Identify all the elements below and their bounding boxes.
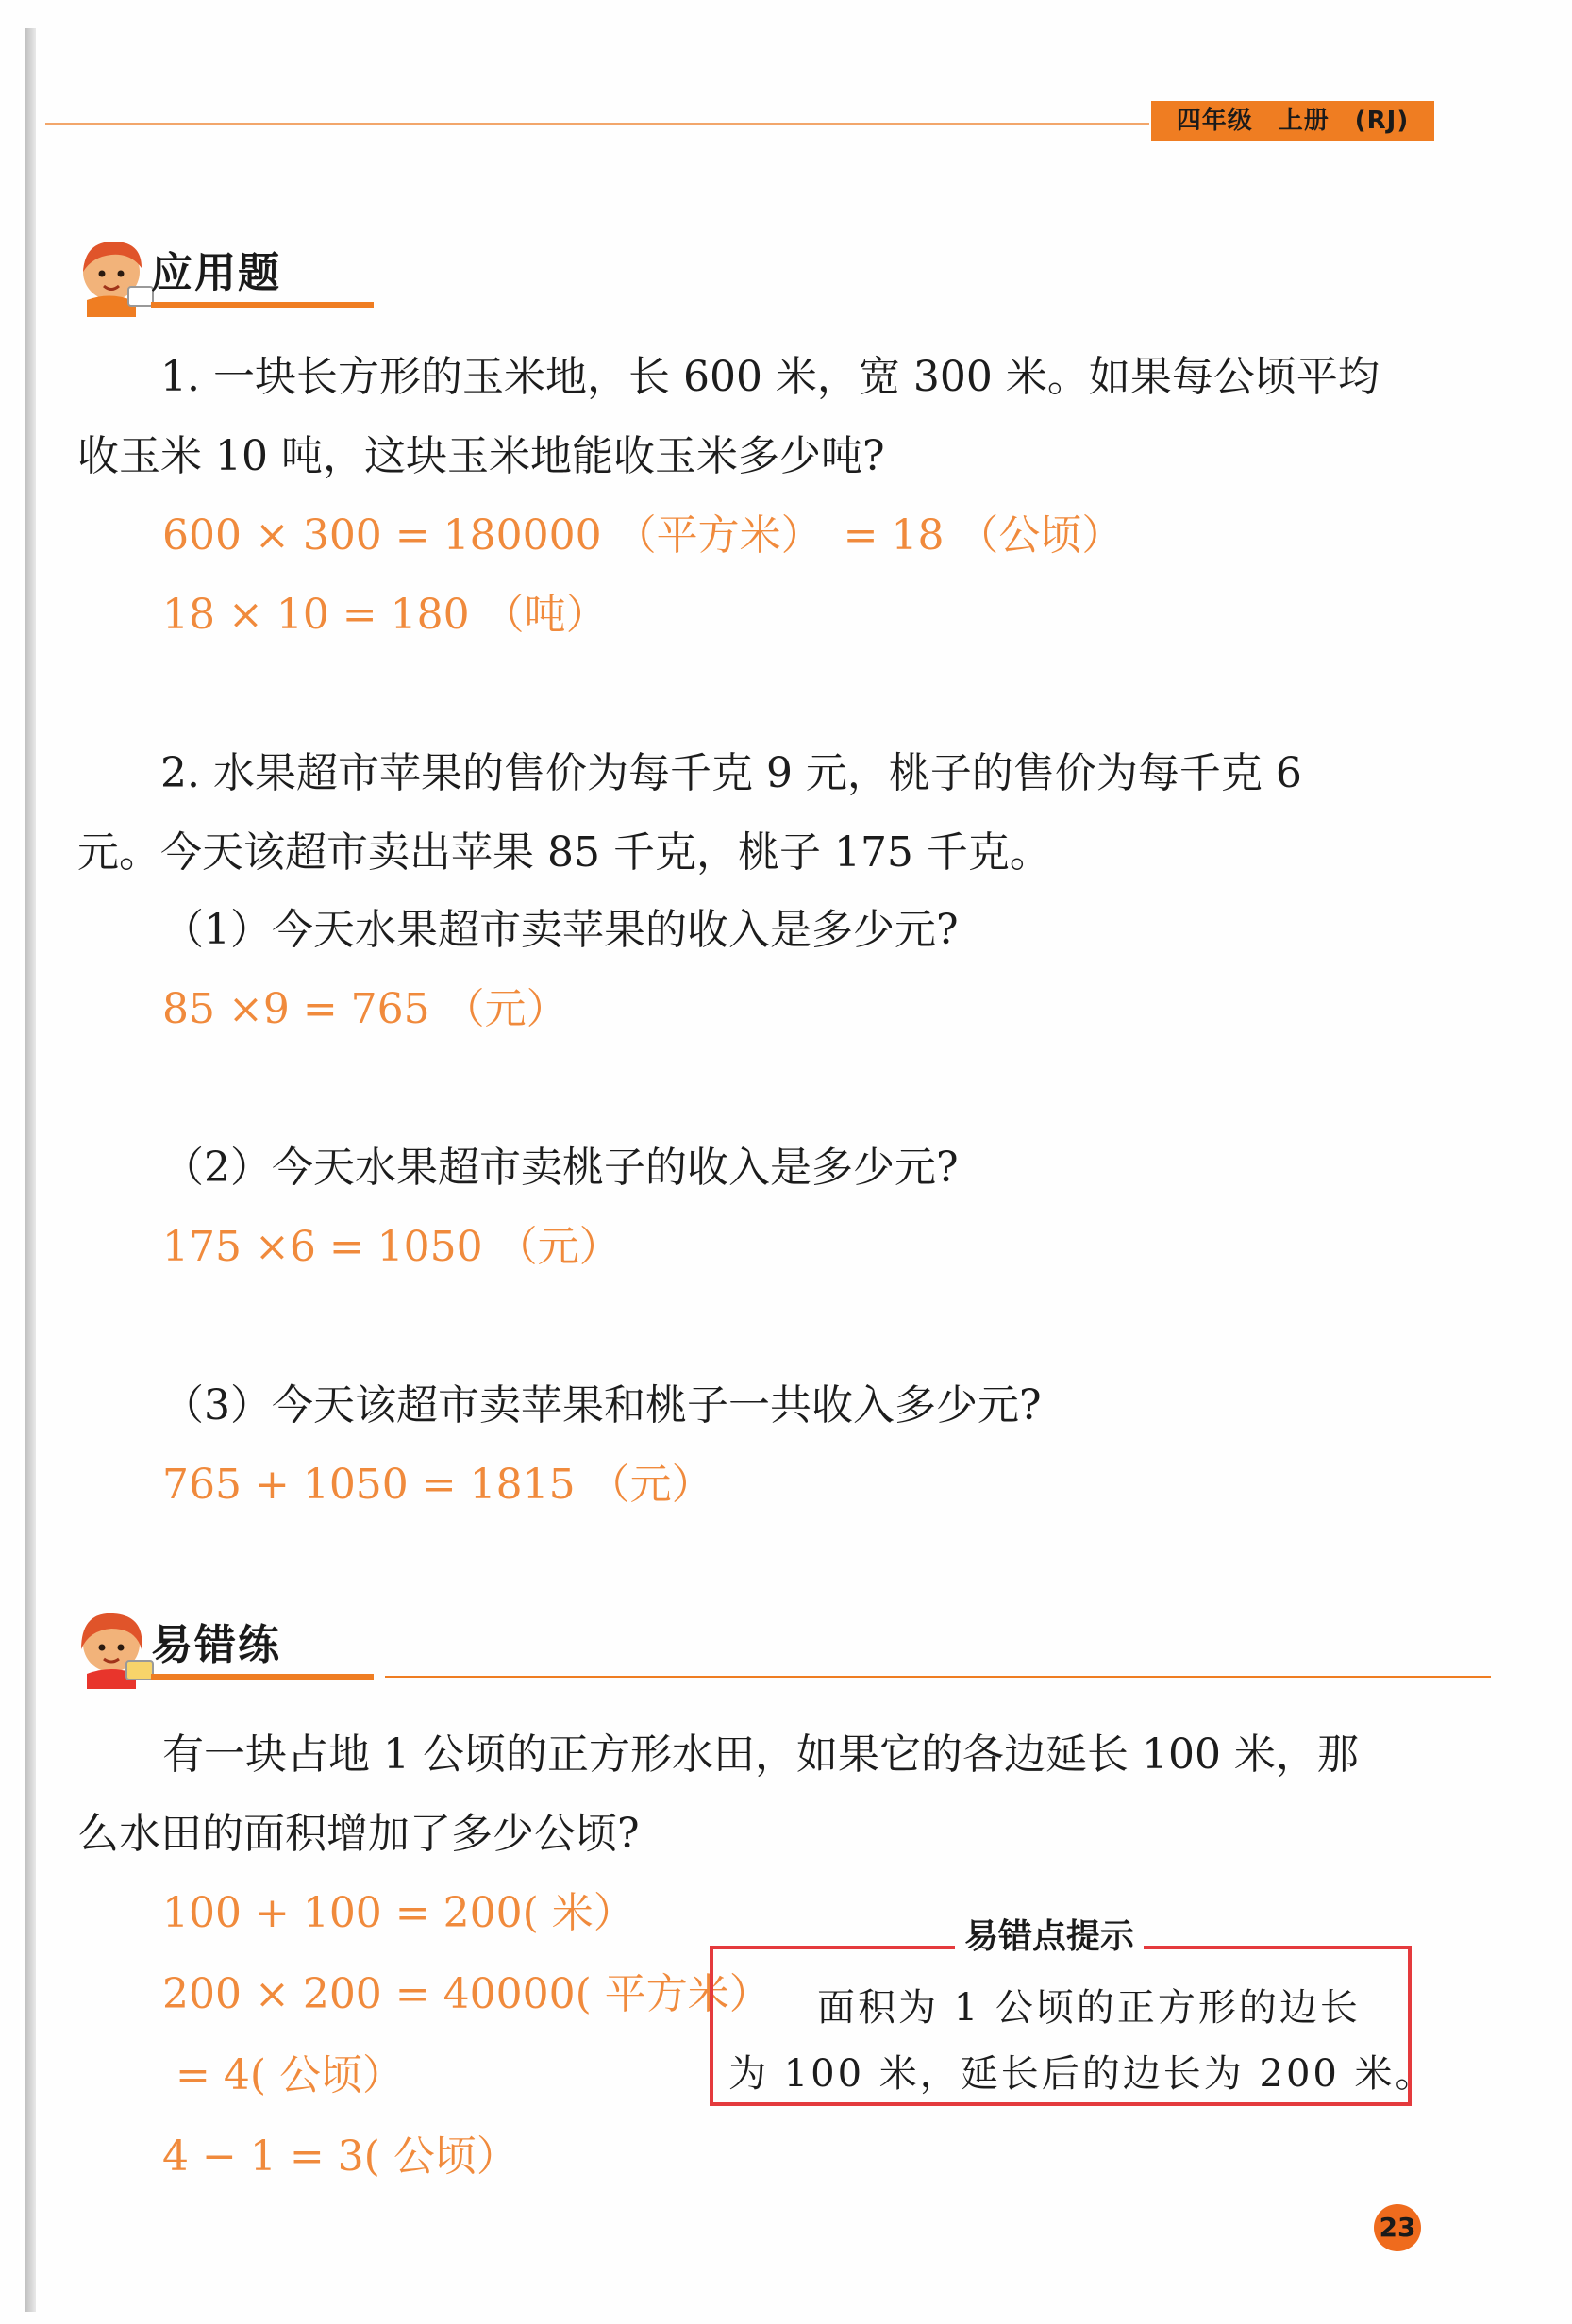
header-rule: [45, 123, 1149, 125]
grade-badge: 四年级 上册 (RJ): [1151, 101, 1434, 141]
answer-2-sub-3: 765 + 1050 = 1815 （元）: [162, 1461, 713, 1509]
practice-answer-step-4: 4 − 1 = 3( 公顷）: [162, 2132, 518, 2181]
question-2-line-1: 2. 水果超市苹果的售价为每千克 9 元，桃子的售价为每千克 6: [160, 749, 1302, 797]
practice-answer-step-2: 200 × 200 = 40000( 平方米）: [162, 1970, 771, 2018]
student-mascot-icon: [74, 1606, 159, 1691]
practice-answer-step-3: = 4( 公顷）: [176, 2051, 404, 2099]
question-1-line-2: 收玉米 10 吨，这块玉米地能收玉米多少吨?: [77, 432, 885, 480]
section-heading-error-practice: [74, 1606, 1498, 1691]
error-tip-line-2: 为 100 米，延长后的边长为 200 米。: [728, 2052, 1436, 2096]
page-number-badge: 23: [1374, 2204, 1421, 2251]
error-tip-line-1: 面积为 1 公顷的正方形的边长: [817, 1986, 1361, 2030]
practice-question-line-2: 么水田的面积增加了多少公顷?: [77, 1810, 640, 1858]
question-2-sub-1: （1）今天水果超市卖苹果的收入是多少元?: [162, 906, 959, 954]
section-title: 易错练: [151, 1621, 281, 1669]
section-rule: [385, 1676, 1491, 1678]
answer-1-step-1: 600 × 300 = 180000 （平方米） = 18 （公顷）: [162, 511, 1124, 560]
student-mascot-icon: [74, 234, 159, 319]
section-title-underline: [151, 1674, 374, 1680]
section-title: 应用题: [151, 249, 281, 297]
question-2-sub-2: （2）今天水果超市卖桃子的收入是多少元?: [162, 1144, 959, 1192]
section-heading-applied: [74, 234, 451, 319]
section-title-underline: [151, 302, 374, 308]
answer-1-step-2: 18 × 10 = 180 （吨）: [162, 591, 608, 639]
question-2-sub-3: （3）今天该超市卖苹果和桃子一共收入多少元?: [162, 1381, 1042, 1430]
error-tip-title: 易错点提示: [955, 1914, 1144, 1961]
answer-2-sub-2: 175 ×6 = 1050 （元）: [162, 1223, 621, 1271]
practice-answer-step-1: 100 + 100 = 200( 米）: [162, 1889, 635, 1937]
question-1-line-1: 1. 一块长方形的玉米地，长 600 米，宽 300 米。如果每公顷平均: [160, 353, 1380, 401]
practice-question-line-1: 有一块占地 1 公顷的正方形水田，如果它的各边延长 100 米，那: [162, 1730, 1359, 1779]
answer-2-sub-1: 85 ×9 = 765 （元）: [162, 985, 568, 1033]
question-2-line-2: 元。今天该超市卖出苹果 85 千克，桃子 175 千克。: [77, 828, 1051, 877]
book-spine-shadow: [25, 28, 36, 2312]
